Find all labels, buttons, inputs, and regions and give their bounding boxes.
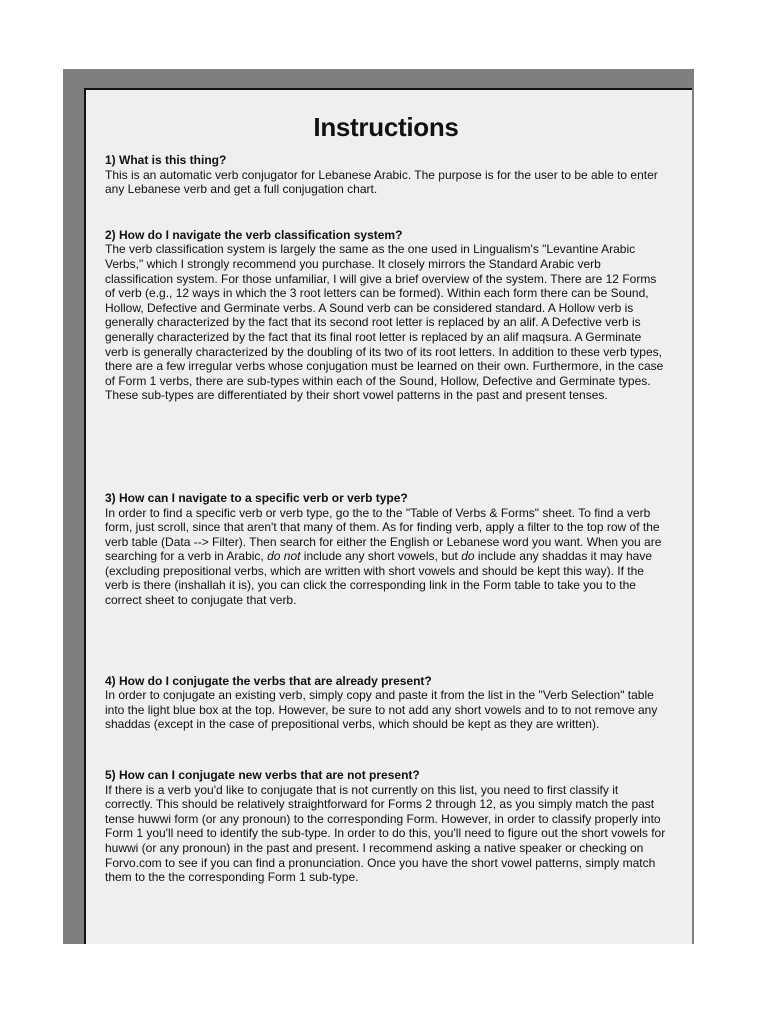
answer-text: include any shaddas it may have (excluding prepositional verbs, which are written with short vowels and should be kept this way). If the verb is there (inshallah it is), you can click the corresponding link in the Form table to take you to the correct sheet to conjugate that verb.: [105, 549, 653, 608]
page-title: Instructions: [313, 112, 459, 142]
answer-text: include any short vowels, but: [300, 549, 462, 564]
faq-question: 5) How can I conjugate new verbs that are not present?: [105, 768, 420, 783]
faq-answer: [105, 242, 667, 403]
faq-section-3: [105, 491, 667, 608]
faq-answer: [105, 688, 667, 732]
answer-emphasis: do: [461, 549, 475, 564]
instructions-sheet[interactable]: [84, 88, 692, 944]
answer-emphasis: do not: [267, 549, 301, 564]
faq-section-5: [105, 768, 667, 885]
spreadsheet-frame: [63, 69, 694, 944]
answer-text: In order to find a specific verb or verb type, go the to the "Table of Verbs & Forms" sheet. To find a verb form, just scroll, since that aren't that many of them. As for finding verb, apply a filter to the top row of the verb table (Data --> Filter). Then search for either the English or Lebanese word you want. When you are searching for a verb in Arabic,: [105, 505, 662, 564]
answer-text: This is an automatic verb conjugator for Lebanese Arabic. The purpose is for the user to be able to enter any Lebanese verb and get a full conjugation chart.: [105, 167, 658, 197]
faq-question: 4) How do I conjugate the verbs that are already present?: [105, 673, 432, 688]
answer-text: In order to conjugate an existing verb, simply copy and paste it from the list in the "Verb Selection" table into the light blue box at the top. However, be sure to not add any short vowels and to to not remove any shaddas (except in the case of prepositional verbs, which should be kept as they are written).: [105, 688, 658, 732]
faq-answer: [105, 168, 667, 197]
faq-section-1: [105, 153, 667, 197]
faq-question: 1) What is this thing?: [105, 153, 227, 167]
faq-question: 3) How can I navigate to a specific verb or verb type?: [105, 490, 408, 505]
faq-answer: [105, 783, 667, 885]
answer-text: The verb classification system is largely the same as the one used in Lingualism's "Levantine Arabic Verbs," which I strongly recommend you purchase. It closely mirrors the Standard Arabic verb classification system. For those unfamiliar, I will give a brief overview of the system. There are 12 Forms of verb (e.g., 12 ways in which the 3 root letters can be formed). Within each form there can be Sound, Hollow, Defective and Germinate verbs. A Sound verb can be considered standard. A Hollow verb is generally characterized by the fact that its second root letter is replaced by an alif. A Defective verb is generally characterized by the fact that its final root letter is replaced by an alif maqsura. A Germinate verb is generally characterized by the doubling of its two of its root letters. In addition to these verb types, there are a few irregular verbs whose conjugation must be learned on their own. Furthermore, in the case of Form 1 verbs, there are sub-types within each of the Sound, Hollow, Defective and Germinate types. These sub-types are differentiated by their short vowel patterns in the past and present tenses.: [105, 242, 664, 403]
answer-text: If there is a verb you'd like to conjugate that is not currently on this list, you need to first classify it correctly. This should be relatively straightforward for Forms 2 through 12, as you simply match the past tense huwwi form (or any pronoun) to the corresponding Form. However, in order to classify properly into Form 1 you'll need to identify the sub-type. In order to do this, you'll need to figure out the short vowels for huwwi (or any pronoun) in the past and present. I recommend asking a native speaker or checking on Forvo.com to see if you can find a pronunciation. Once you have the short vowel patterns, simply match them to the the corresponding Form 1 sub-type.: [105, 782, 666, 885]
faq-section-4: [105, 674, 667, 732]
faq-section-2: [105, 228, 667, 403]
faq-answer: [105, 506, 667, 608]
faq-question: 2) How do I navigate the verb classification system?: [105, 227, 403, 242]
